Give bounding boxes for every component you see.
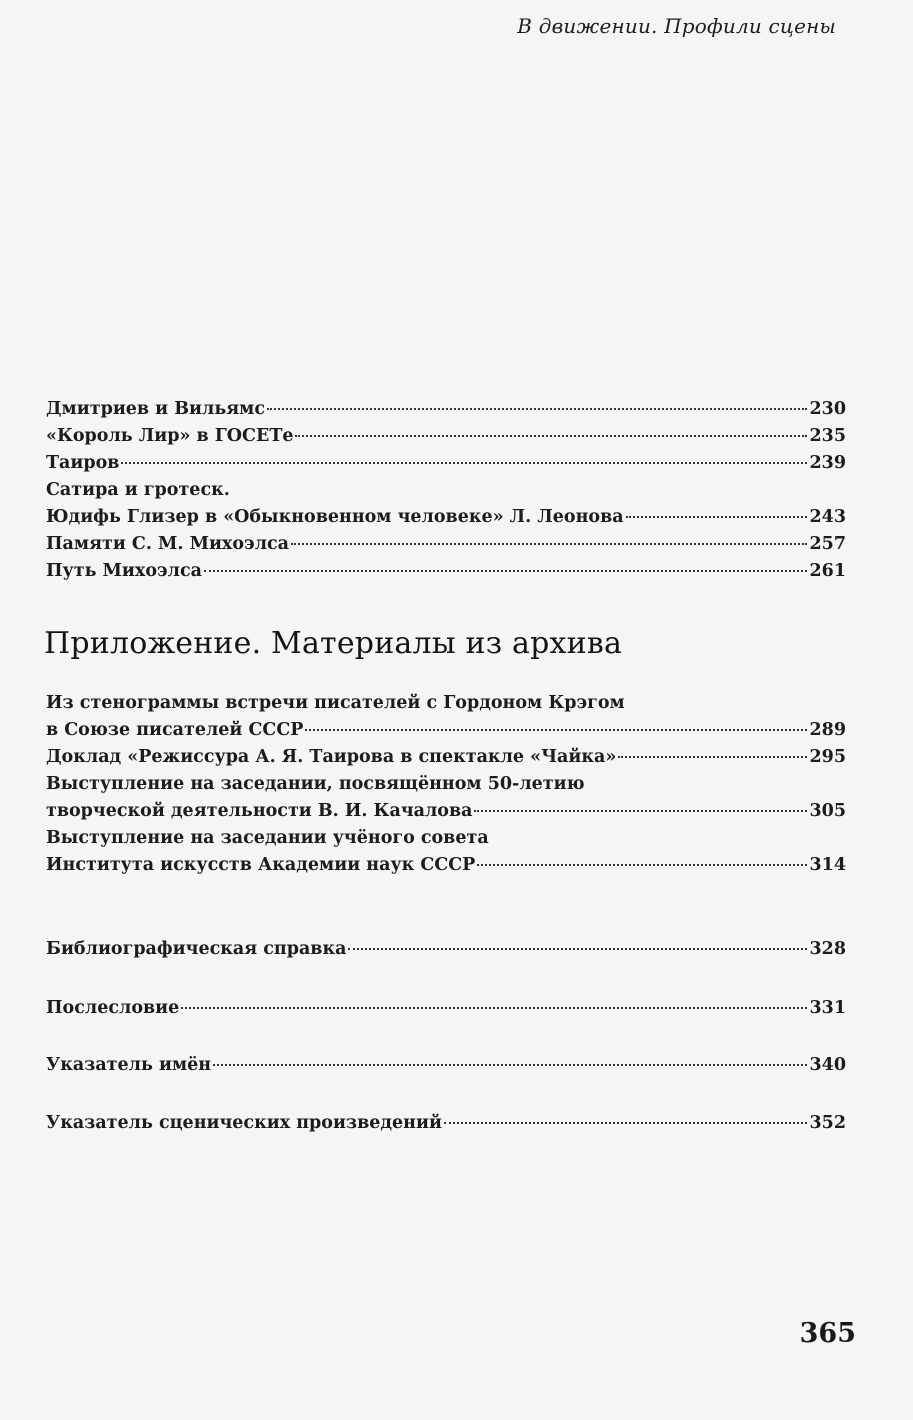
dot-leader <box>213 1064 807 1066</box>
dot-leader <box>444 1122 808 1124</box>
dot-leader <box>626 516 808 518</box>
toc-entry-title: Путь Михоэлса <box>46 561 202 581</box>
toc-entry[interactable] <box>46 450 846 477</box>
dot-leader <box>474 810 807 812</box>
toc-entry[interactable] <box>46 936 846 963</box>
toc-entry[interactable] <box>46 798 846 825</box>
toc-entry-page: 305 <box>809 801 846 821</box>
toc-entry-page: 230 <box>809 399 846 419</box>
toc-entry-title: Послесловие <box>46 998 180 1018</box>
toc-entry-title: Дмитриев и Вильямс <box>46 399 266 419</box>
toc-entry-title: Библиографическая справка <box>46 939 347 959</box>
dot-leader <box>291 543 807 545</box>
toc-entry-title: Указатель сценических произведений <box>46 1113 442 1133</box>
toc-entry-title: творческой деятельности В. И. Качалова <box>46 801 473 821</box>
toc-entry-title: Института искусств Академии наук СССР <box>46 855 476 875</box>
toc-entry[interactable] <box>46 1052 846 1079</box>
toc-entry[interactable] <box>46 852 846 879</box>
dot-leader <box>348 948 807 950</box>
toc-entry[interactable] <box>46 1110 846 1137</box>
dot-leader <box>204 570 807 572</box>
toc-entry-name-index <box>46 1052 846 1079</box>
section-heading-appendix: Приложение. Материалы из архива <box>44 626 623 661</box>
toc-entry-title-line1[interactable]: Выступление на заседании, посвящённом 50-летию <box>46 774 585 794</box>
toc-section-appendix <box>46 690 846 879</box>
toc-entry-title-line1[interactable]: Выступление на заседании учёного совета <box>46 828 489 848</box>
dot-leader <box>305 729 807 731</box>
toc-entry-title: Юдифь Глизер в «Обыкновенном человеке» Л. Леонова <box>46 507 624 527</box>
toc-entry-page: 261 <box>809 561 846 581</box>
dot-leader <box>121 462 807 464</box>
toc-entry-title: Памяти С. М. Михоэлса <box>46 534 290 554</box>
dot-leader <box>267 408 807 410</box>
toc-entry[interactable] <box>46 744 846 771</box>
toc-entry-title: Доклад «Режиссура А. Я. Таирова в спектакле «Чайка» <box>46 747 617 767</box>
toc-entry[interactable] <box>46 558 846 585</box>
toc-entry-title: Указатель имён <box>46 1055 212 1075</box>
toc-entry-title-line1[interactable]: Сатира и гротеск. <box>46 480 230 500</box>
toc-entry-bibliography <box>46 936 846 963</box>
toc-entry[interactable] <box>46 531 846 558</box>
dot-leader <box>181 1007 807 1009</box>
toc-entry[interactable] <box>46 423 846 450</box>
toc-entry-page: 352 <box>809 1113 846 1133</box>
toc-entry-page: 239 <box>809 453 846 473</box>
dot-leader <box>295 435 807 437</box>
toc-entry-title: в Союзе писателей СССР <box>46 720 304 740</box>
dot-leader <box>477 864 807 866</box>
toc-entry[interactable] <box>46 396 846 423</box>
toc-entry-afterword <box>46 995 846 1022</box>
toc-entry-page: 257 <box>809 534 846 554</box>
toc-entry-works-index <box>46 1110 846 1137</box>
toc-entry-title: «Король Лир» в ГОСЕТе <box>46 426 294 446</box>
toc-entry-title-line1[interactable]: Из стенограммы встречи писателей с Гордоном Крэгом <box>46 693 625 713</box>
toc-entry-page: 340 <box>809 1055 846 1075</box>
running-head: В движении. Профили сцены <box>517 14 836 38</box>
page-number: 365 <box>799 1318 856 1349</box>
toc-entry-page: 289 <box>809 720 846 740</box>
toc-entry-title: Таиров <box>46 453 120 473</box>
toc-entry-page: 243 <box>809 507 846 527</box>
dot-leader <box>618 756 807 758</box>
toc-entry[interactable] <box>46 717 846 744</box>
toc-entry[interactable] <box>46 504 846 531</box>
toc-entry-page: 235 <box>809 426 846 446</box>
toc-entry-page: 314 <box>809 855 846 875</box>
toc-entry-page: 328 <box>809 939 846 959</box>
toc-entry-page: 295 <box>809 747 846 767</box>
toc-entry-page: 331 <box>809 998 846 1018</box>
toc-section-essays <box>46 396 846 585</box>
toc-entry[interactable] <box>46 995 846 1022</box>
